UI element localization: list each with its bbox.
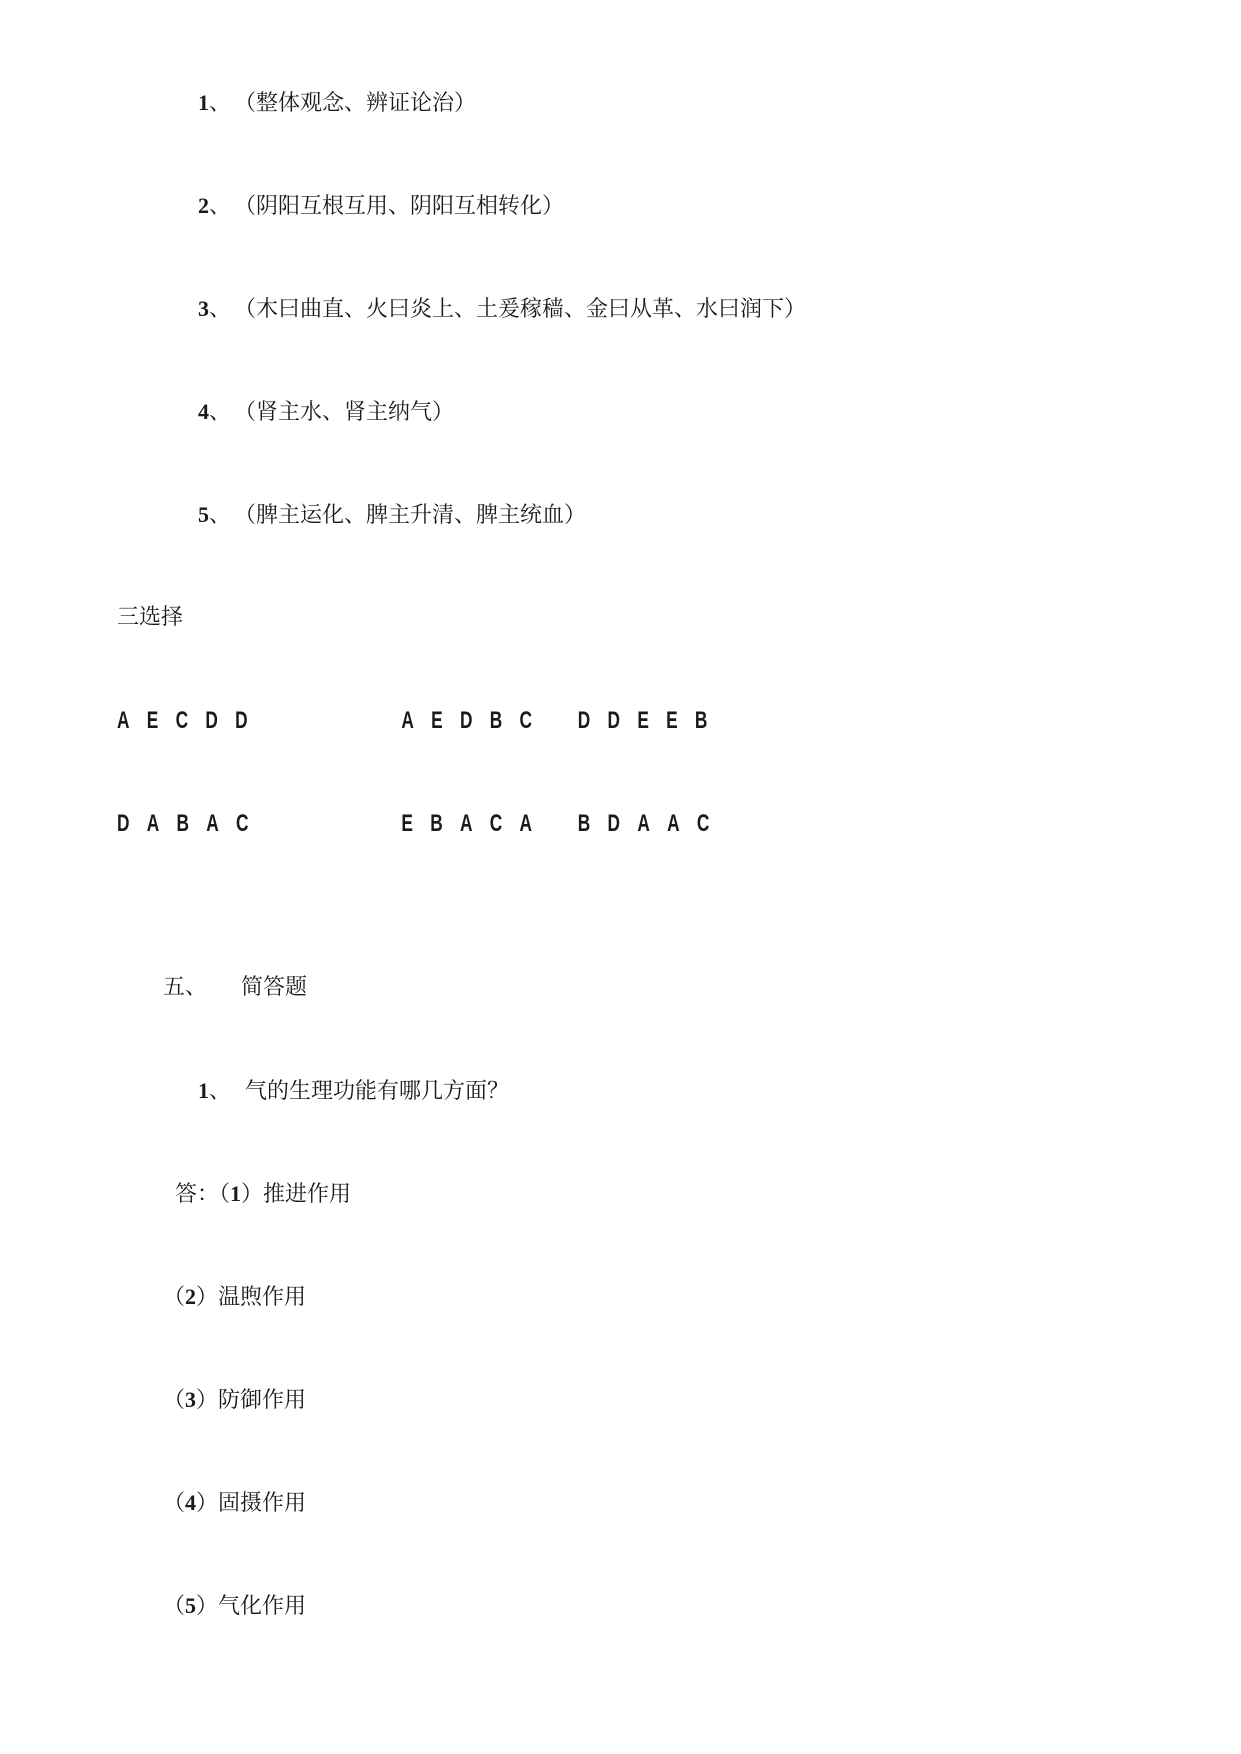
item-text: （整体观念、辨证论治） [245,91,477,116]
answer-close: ） [196,1285,219,1310]
fill-in-item-1 [198,88,476,119]
answer-number: 2 [185,1284,197,1309]
item-text: （木曰曲直、火曰炎上、土爰稼穑、金曰从革、水曰润下） [245,297,807,322]
question-number: 1 [198,1078,209,1103]
question-text: 气的生理功能有哪几方面？ [245,1079,510,1104]
item-number: 3 [198,296,209,321]
answer-text: 防御作用 [218,1388,307,1413]
answer-item-3 [163,1385,306,1416]
answer-group: DDEEB [577,707,725,734]
answer-number: 3 [185,1387,197,1412]
answer-close: ） [196,1594,219,1619]
answer-number: 4 [185,1490,197,1515]
answer-group: EBACA [401,810,550,837]
item-separator: 、 [209,91,232,116]
answer-close: ） [196,1491,219,1516]
answer-item-5 [163,1591,306,1622]
fill-in-item-5 [198,500,586,531]
fill-in-item-4 [198,397,454,428]
item-text: （脾主运化、脾主升清、脾主统血） [245,503,587,528]
item-number: 1 [198,90,209,115]
answer-number: 5 [185,1593,197,1618]
answer-text: 气化作用 [218,1594,307,1619]
item-separator: 、 [209,297,232,322]
item-number: 2 [198,193,209,218]
question-1 [198,1076,509,1107]
answer-close: ） [196,1388,219,1413]
answer-open: （ [163,1594,186,1619]
fill-in-item-3 [198,294,806,325]
item-separator: 、 [209,400,232,425]
item-number: 4 [198,399,209,424]
fill-in-item-2 [198,191,564,222]
choice-heading: 三选择 [117,605,184,630]
section-label: 五、 [163,975,208,1000]
answer-group: DABAC [117,810,266,837]
answer-prefix: 答： [175,1182,220,1207]
answer-open: （ [163,1285,186,1310]
answer-item-2 [163,1282,306,1313]
answer-open: （ [163,1388,186,1413]
answer-group: AECDD [117,707,265,734]
answer-text: 推进作用 [263,1182,352,1207]
answer-close: ） [241,1182,264,1207]
answer-text: 温煦作用 [218,1285,307,1310]
choice-row-1 [117,706,837,736]
answer-item-4 [163,1488,306,1519]
answer-open: （ [219,1182,231,1207]
answer-number: 1 [230,1181,242,1206]
answer-item-1 [175,1179,351,1210]
answer-group: BDAAC [577,810,727,837]
section-title: 简答题 [241,975,308,1000]
item-separator: 、 [209,503,232,528]
answer-group: AEDBC [401,707,550,734]
question-separator: 、 [209,1079,232,1104]
answer-open: （ [163,1491,186,1516]
answer-text: 固摄作用 [218,1491,307,1516]
item-text: （肾主水、肾主纳气） [245,400,455,425]
choice-row-2 [117,809,837,839]
item-text: （阴阳互根互用、阴阳互相转化） [245,194,565,219]
item-separator: 、 [209,194,232,219]
section5-heading [163,973,307,1003]
item-number: 5 [198,502,209,527]
